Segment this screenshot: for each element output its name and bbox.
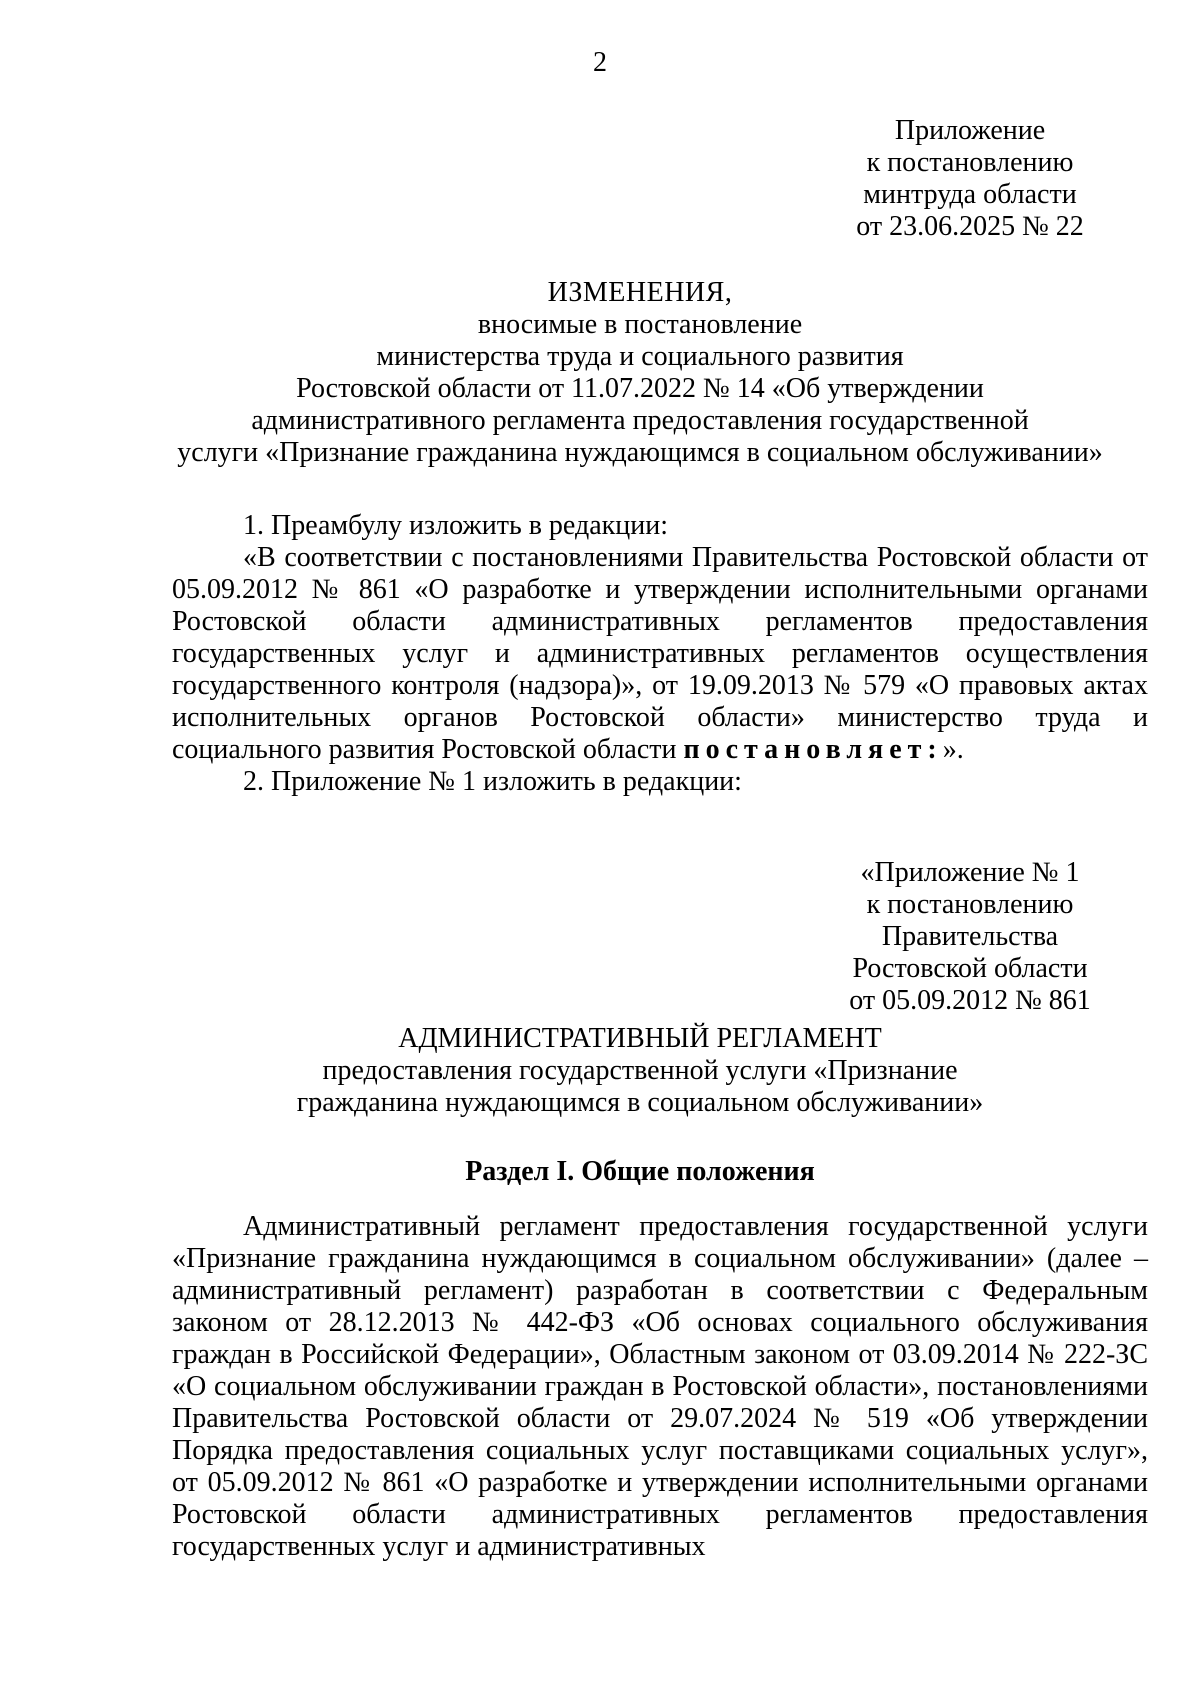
preamble-decree-word: постановляет: [683, 734, 943, 765]
amendments-body [172, 510, 1148, 798]
section-body [172, 1211, 1148, 1563]
approval-line: Приложение [894, 115, 1046, 146]
section-title: Раздел I. Общие положения [465, 1156, 815, 1187]
appendix-line: «Приложение № 1 [860, 857, 1080, 888]
appendix-line: от 05.09.2012 № 861 [849, 985, 1091, 1016]
approval-line: к постановлению [866, 147, 1074, 178]
amendment-item-1: 1. Преамбулу изложить в редакции: [243, 510, 669, 541]
changes-subtitle-line: Ростовской области от 11.07.2022 № 14 «Об утверждении [296, 373, 984, 404]
reglament-subtitle-line: гражданина нуждающимся в социальном обслуживании» [296, 1087, 984, 1118]
approval-stamp [840, 115, 1100, 243]
preamble-end: ». [942, 734, 964, 765]
reglament-title: АДМИНИСТРАТИВНЫЙ РЕГЛАМЕНТ [398, 1023, 882, 1054]
approval-line: от 23.06.2025 № 22 [856, 211, 1084, 242]
approval-line: минтруда области [863, 179, 1077, 210]
changes-title: ИЗМЕНЕНИЯ, [547, 277, 733, 308]
changes-subtitle-line: административного регламента предоставления государственной [251, 405, 1029, 436]
changes-subtitle-line: министерства труда и социального развития [376, 341, 904, 372]
preamble-text: «В соответствии с постановлениями Правительства Ростовской области от 05.09.2012 № 861 «О разработке и утверждении исполнительными органами Ростовской области административных регламентов предоставления государственных услуг и административных регламентов осуществления государственного контроля (надзора)», от 19.09.2013 № 579 «О правовых актах исполнительных органов Ростовской области» министерство труда и социального развития Ростовской области [172, 542, 1148, 765]
changes-subtitle-line: вносимые в постановление [477, 309, 803, 340]
appendix-reference [840, 857, 1100, 1017]
reglament-subtitle-line: предоставления государственной услуги «Признание [322, 1055, 958, 1086]
section-paragraph: Административный регламент предоставления государственной услуги «Признание гражданина нуждающимся в социальном обслуживании» (далее – административный регламент) разработан в соответствии с Федеральным законом от 28.12.2013 № 442-ФЗ «Об основах социального обслуживания граждан в Российской Федерации», Областным законом от 03.09.2014 № 222-ЗС «О социальном обслуживании граждан в Ростовской области», постановлениями Правительства Ростовской области от 29.07.2024 № 519 «Об утверждении Порядка предоставления социальных услуг поставщиками социальных услуг», от 05.09.2012 № 861 «О разработке и утверждении исполнительными органами Ростовской области административных регламентов предоставления государственных услуг и административных [172, 1211, 1148, 1562]
appendix-line: к постановлению [866, 889, 1074, 920]
page-number: 2 [593, 47, 607, 78]
changes-heading [160, 277, 1120, 469]
preamble-paragraph [172, 542, 1148, 766]
changes-subtitle-line: услуги «Признание гражданина нуждающимся в социальном обслуживании» [177, 437, 1103, 468]
reglament-heading [160, 1023, 1120, 1119]
amendment-item-2: 2. Приложение № 1 изложить в редакции: [243, 766, 742, 797]
appendix-line: Ростовской области [852, 953, 1088, 984]
appendix-line: Правительства [881, 921, 1059, 952]
